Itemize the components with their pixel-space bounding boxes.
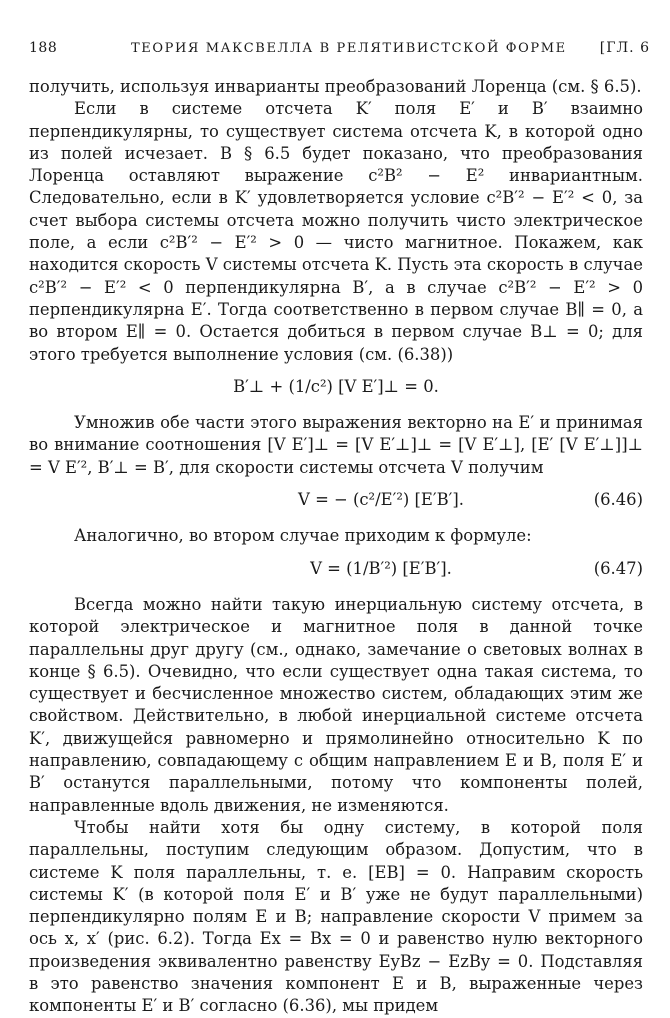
paragraph: Чтобы найти хотя бы одну систему, в которой поля параллельны, поступим следующим образом. Допустим, что в системе K поля параллельны, т. е. [EB] = 0. Направим скорость системы K′ (в которой поля E′ и B′ уже не будут параллельными) перпендикулярно полям E и B; направление скорости V примем за ось x, x′ (рис. 6.2). Тогда Ex = Bx = 0 и равенство нулю векторного произведения эквивалентно равенству EyBz − EzBy = 0. Подставляя в это равенство значения компонент E и B, выраженные через компоненты E′ и B′ согласно (6.36), мы придем xyxy=(29,817,643,1016)
chapter-label: [ГЛ. 6 xyxy=(599,40,650,56)
equation xyxy=(29,489,643,511)
equation xyxy=(29,376,643,398)
paragraph: Умножив обе части этого выражения векторно на E′ и принимая во внимание соотношения [V E′]⊥ = [V E′⊥]⊥ = [V E′⊥], [E′ [V E′⊥]]⊥ = V E′², B′⊥ = B′, для скорости системы отсчета V получим xyxy=(29,413,643,477)
running-header xyxy=(29,40,650,62)
page-number: 188 xyxy=(29,40,58,56)
equation-expression: V = (1/B′²) [E′B′]. xyxy=(310,558,452,578)
paragraph: Аналогично, во втором случае приходим к формуле: xyxy=(74,526,532,546)
paragraph: Если в системе отсчета K′ поля E′ и B′ взаимно перпендикулярны, то существует система отсчета K, в которой одно из полей исчезает. В § 6.5 будет показано, что преобразования Лоренца оставляют выражение c²B² − E² инвариантным. Следовательно, если в K′ удовлетворяется условие c²B′² − E′² < 0, за счет выбора системы отсчета можно получить чисто электрическое поле, а если c²B′² − E′² > 0 — чисто магнитное. Покажем, как находится скорость V системы отсчета K. Пусть эта скорость в случае c²B′² − E′² < 0 перпендикулярна B′, а в случае c²B′² − E′² > 0 перпендикулярна E′. Тогда соответственно в первом случае B∥ = 0, а во втором E∥ = 0. Остается добиться в первом случае B⊥ = 0; для этого требуется выполнение условия (см. (6.38)) xyxy=(29,99,643,364)
equation xyxy=(29,558,643,580)
paragraph: получить, используя инварианты преобразований Лоренца (см. § 6.5). xyxy=(29,77,642,96)
running-title: ТЕОРИЯ МАКСВЕЛЛА В РЕЛЯТИВИСТСКОЙ ФОРМЕ xyxy=(131,41,567,56)
equation-expression: B′⊥ + (1/c²) [V E′]⊥ = 0. xyxy=(233,376,439,396)
paragraph: Всегда можно найти такую инерциальную систему отсчета, в которой электрическое и магнитное поля в данной точке параллельны друг другу (см., однако, замечание о световых волнах в конце § 6.5). Очевидно, что если существует одна такая система, то существует и бесчисленное множество систем, обладающих этим же свойством. Действительно, в любой инерциальной системе отсчета K′, движущейся равномерно и прямолинейно относительно K по направлению, совпадающему с общим направлением E и B, поля E′ и B′ останутся параллельными, потому что компоненты полей, направленные вдоль движения, не изменяются. xyxy=(29,594,643,815)
equation-expression: V = − (c²/E′²) [E′B′]. xyxy=(298,490,464,510)
equation-number: (6.46) xyxy=(593,490,643,510)
equation-number: (6.47) xyxy=(593,558,643,578)
page-body xyxy=(29,76,643,1018)
